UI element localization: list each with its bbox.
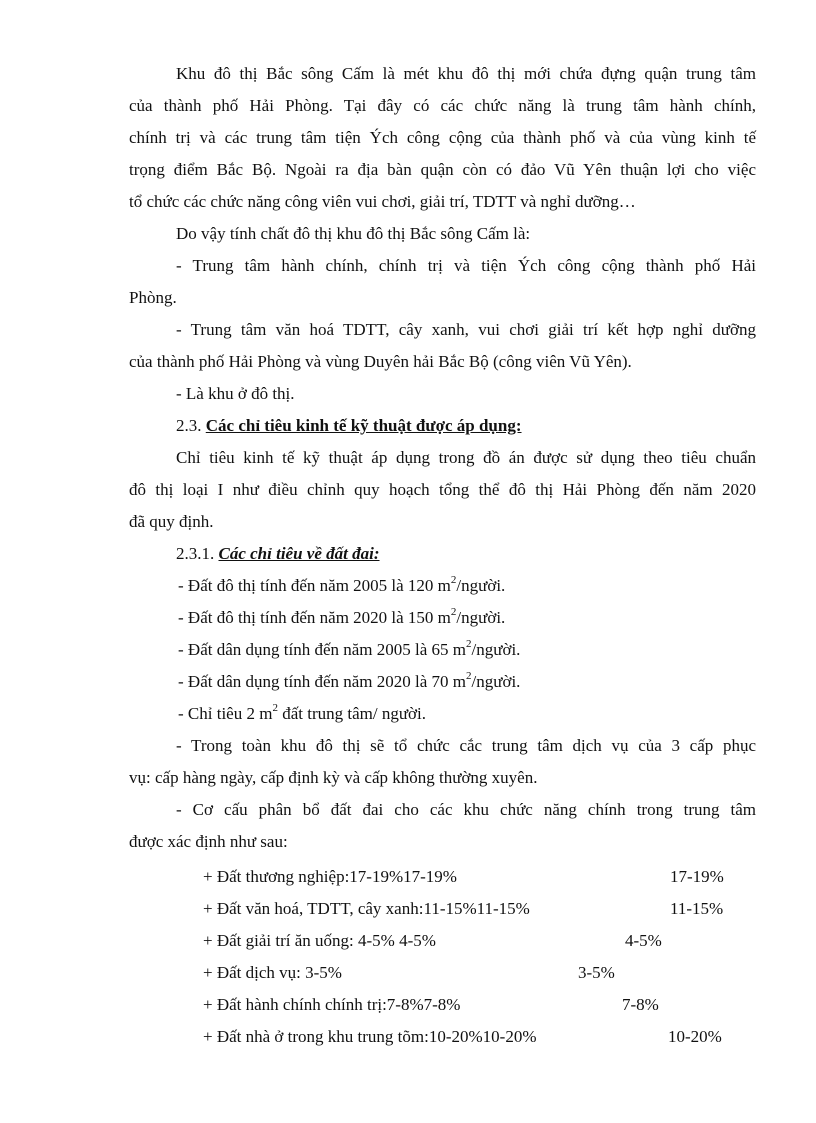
section-2-3-heading xyxy=(176,415,522,437)
bullet1-line-1: - Trung tâm hành chính, chính trị và tiện Ých công cộng thành phố Hải xyxy=(176,256,756,275)
land-item xyxy=(178,575,505,597)
para1-line-1: Khu đô thị Bắc sông Cấm là mét khu đô thị mới chứa đựng quận trung tâm xyxy=(176,64,756,83)
allocation-value: 10-20% xyxy=(668,1027,722,1046)
land-item xyxy=(178,607,505,629)
land-item-tail: /người. xyxy=(471,640,521,659)
para5-line-1: - Cơ cấu phân bổ đất đai cho các khu chức năng chính trong trung tâm xyxy=(176,800,756,819)
land-item-text: - Chỉ tiêu 2 m xyxy=(178,704,273,723)
para3-line-1: Chỉ tiêu kinh tế kỹ thuật áp dụng trong đồ án được sử dụng theo tiêu chuẩn xyxy=(176,448,756,467)
land-item-sup: 2 xyxy=(466,638,472,651)
allocation-value: 4-5% xyxy=(625,931,662,950)
land-item-sup: 2 xyxy=(466,670,472,683)
bullet3-line: - Là khu ở đô thị. xyxy=(176,384,295,403)
para4-line-2: vụ: cấp hàng ngày, cấp định kỳ và cấp không thường xuyên. xyxy=(129,768,538,787)
land-item xyxy=(178,703,426,725)
section-2-3-1-number: 2.3.1. xyxy=(176,544,215,563)
bullet2-line-1: - Trung tâm văn hoá TDTT, cây xanh, vui chơi giải trí kết hợp nghỉ dưỡng xyxy=(176,320,756,339)
land-item-tail: /người. xyxy=(471,672,521,691)
allocation-label: + Đất văn hoá, TDTT, cây xanh:11-15%11-15% xyxy=(203,899,530,918)
section-2-3-1-title: Các chỉ tiêu về đất đai: xyxy=(218,544,380,563)
section-2-3-number: 2.3. xyxy=(176,416,202,435)
para1-line-5: tổ chức các chức năng công viên vui chơi, giải trí, TDTT và nghỉ dưỡng… xyxy=(129,192,636,211)
para3-line-3: đã quy định. xyxy=(129,512,214,531)
land-item-text: - Đất dân dụng tính đến năm 2005 là 65 m xyxy=(178,640,467,659)
allocation-value: 11-15% xyxy=(670,899,724,918)
para4-line-1: - Trong toàn khu đô thị sẽ tổ chức cắc trung tâm dịch vụ của 3 cấp phục xyxy=(176,736,756,755)
land-item xyxy=(178,639,520,661)
section-2-3-1-heading xyxy=(176,543,380,565)
land-item xyxy=(178,671,520,693)
allocation-label: + Đất thương nghiệp:17-19%17-19% xyxy=(203,867,457,886)
land-item-sup: 2 xyxy=(450,606,457,619)
bullet1-line-2: Phòng. xyxy=(129,288,177,307)
allocation-label: + Đất hành chính chính trị:7-8%7-8% xyxy=(203,995,461,1014)
allocation-label: + Đất giải trí ăn uống: 4-5% 4-5% xyxy=(203,931,436,950)
para1-line-2: của thành phố Hải Phòng. Tại đây có các chức năng là trung tâm hành chính, xyxy=(129,96,756,115)
allocation-label: + Đất dịch vụ: 3-5% xyxy=(203,963,342,982)
allocation-value: 17-19% xyxy=(670,867,724,886)
allocation-label: + Đất nhà ở trong khu trung tõm:10-20%10-20% xyxy=(203,1027,537,1046)
para3-line-2: đô thị loại I như điều chỉnh quy hoạch tổng thể đô thị Hải Phòng đến năm 2020 xyxy=(129,480,756,499)
bullet2-line-2: của thành phố Hải Phòng và vùng Duyên hải Bắc Bộ (công viên Vũ Yên). xyxy=(129,352,632,371)
para2-line: Do vậy tính chất đô thị khu đô thị Bắc sông Cấm là: xyxy=(176,224,531,243)
para5-line-2: được xác định như sau: xyxy=(129,832,288,851)
land-item-text: - Đất dân dụng tính đến năm 2020 là 70 m xyxy=(178,672,467,691)
land-item-tail: /người. xyxy=(456,576,506,595)
land-item-text: - Đất đô thị tính đến năm 2005 là 120 m xyxy=(178,576,451,595)
land-item-sup: 2 xyxy=(272,702,278,715)
land-item-tail: /người. xyxy=(456,608,506,627)
para1-line-4: trọng điểm Bắc Bộ. Ngoài ra địa bàn quận còn có đảo Vũ Yên thuận lợi cho việc xyxy=(129,160,756,179)
allocation-value: 3-5% xyxy=(578,963,615,982)
land-item-text: - Đất đô thị tính đến năm 2020 là 150 m xyxy=(178,608,451,627)
section-2-3-title: Các chỉ tiêu kinh tế kỹ thuật được áp dụng: xyxy=(205,416,522,435)
land-item-tail: đất trung tâm/ người. xyxy=(277,704,426,723)
allocation-value: 7-8% xyxy=(622,995,659,1014)
land-item-sup: 2 xyxy=(450,574,457,587)
para1-line-3: chính trị và các trung tâm tiện Ých công cộng của thành phố và của vùng kinh tế xyxy=(129,128,756,147)
